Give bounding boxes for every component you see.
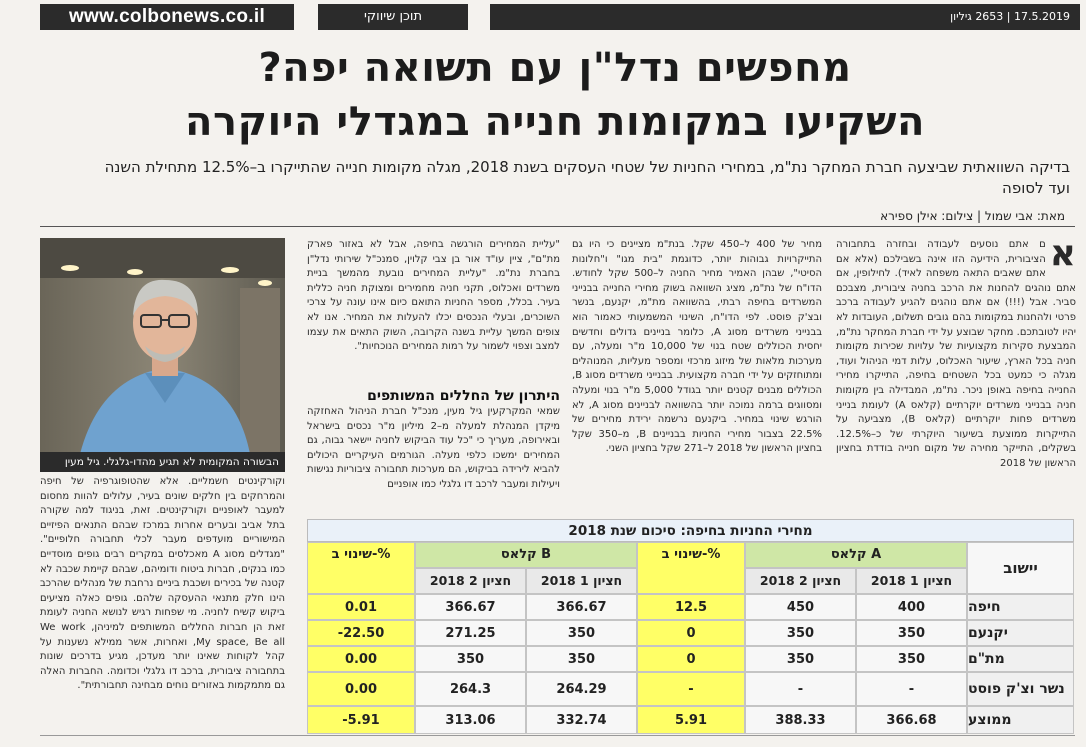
table-cell: 5.91 — [637, 706, 745, 734]
headline-line-2: השקיעו במקומות חנייה במגדלי היוקרה — [185, 99, 925, 145]
table-cell: 313.06 — [415, 706, 526, 734]
table-cell: 264.29 — [526, 672, 637, 706]
table-cell: 0 — [637, 620, 745, 646]
row-city-label: ממוצע — [967, 706, 1074, 734]
section-label: תוכן שיווקי — [318, 4, 468, 30]
table-cell: 366.67 — [526, 594, 637, 620]
table-cell: 350 — [526, 646, 637, 672]
table-cell: 12.5 — [637, 594, 745, 620]
table-cell: 350 — [415, 646, 526, 672]
table-cell: 0.01 — [307, 594, 415, 620]
article-column-2: מחיר של 400 ל–450 שקל. בנת"מ מציינים כי היו גם התייקרויות גבוהות יותר, כדוגמת "בית מגו" ו"חלונות הסיטי", שבהן האמיר מחיר החניה ל–500 שקל לחודש. הדו"ח של נת"מ, מציג השוואה בשוק מחירי החנייה בבנייני המשרדים בחיפה רבתי, בהשוואה מת"מ, יקנעם, בנשר ובצ'ק פוסט. לפי הדו"ח, השינוי המשמעותי כאמור הוא בבנייני משרדים מסוג A, כלומר בניינים גדולים וחדשים יחסית הכוללים שטח בנוי של 10,000 מ"ר ומעלה, עם מערכות מלאות של מיזוג מרכזי ומספר מעליות, המנוהלים ומתוחזקים על ידי חברה מקצועית. בבנייני משרדים מסוג B, הכוללים מבנים קטנים יותר בגודל 5,000 מ"ר בנוי ומעלה ומסווגים ברמה נמוכה יותר בהשוואה לבניינים מסוג A, לא הורגש שינוי במחיר. ביקנעם נרשמה ירידת מחירים של 22.5% בצבור מחירי החניות בבניינים B, מ–350 שקל בחציון הראשון של 2018 ל–271 שקל בחציון השני. — [572, 239, 822, 455]
table-cell: 264.3 — [415, 672, 526, 706]
row-city-label: נשר וצ'ק פוסט — [967, 672, 1074, 706]
table-cell: 0.00 — [307, 672, 415, 706]
row-city-label: יקנעם — [967, 620, 1074, 646]
lead-paragraph: בדיקה השוואתית שביצעה חברת המחקר נת"מ, במחירי החניות של שטחי העסקים בשנת 2018, מגלה מקומות חנייה שהתייקרו ב–12.5% מתחילת השנה ועד לסופה — [104, 158, 1070, 197]
table-cell: -22.50 — [307, 620, 415, 646]
table-cell: 350 — [526, 620, 637, 646]
article-column-3b: שמאי המקרקעין גיל מעין, מנכ"ל חברת הניהול האחזקה מיקדן המנהלת למעלה מ–2 מיליון מ"ר נכסים בישראל ובאירופה, מעריך כי "כל עוד הביקוש לחניה יישאר גבוה, גם המחירים ימשכו כלפי מעלה. הגורמים העיקריים היכולים להביא לירידה בביקוש, הם מערכות תחבורה ציבוריות נגישות ויעילות ומעבר לרכב דו גלגלי כמו אופניים — [307, 406, 560, 490]
table-cell: 366.67 — [415, 594, 526, 620]
table-cell: 400 — [856, 594, 967, 620]
table-cell: - — [856, 672, 967, 706]
table-cell: 350 — [745, 646, 856, 672]
header-a-half-1: חציון 1 2018 — [856, 568, 967, 594]
portrait-photo — [40, 238, 285, 454]
byline: מאת: אבי שמול | צילום: אילן ספירא — [880, 209, 1065, 223]
footer-rule — [40, 735, 1075, 736]
table-cell: - — [745, 672, 856, 706]
row-city-label: מת"ם — [967, 646, 1074, 672]
column-1-text: ם אתם נוסעים לעבודה ובחזרה בתחבורה הציבורית, הידיעה הזו אינה בשבילכם (אלא אם אתם שאבים התאה משפחה לאיד). לחילופין, אם אתם נוהגים להחנות את הרכב בחניה ציבורית, מצבכם סביר. אבל (!!!) אם אתם נוהגים להגיע לעבודה ברכב פרטי ולהחנות במקומות בהם גובים תשלום, העובדות לא יהיו לטובתכם. מחקר שבוצע על ידי חברת המחקר נת"מ, המבצעת סקירות מקצועיות של עלויות שכירות מקומות חניה בכל הארץ, שיעור האכלוס, עלות דמי הניהול ועוד, מגלה כי כמעט בכל השטחים בחיפה, התייקרו מחירי החנייה בחיפה באופן ניכר. נת"מ, המבדילה בין מקומות חניה בבנייני משרדים יוקרתיים (קלאס A) לעומת בנייני משרדים פחות יוקרתיים (קלאס B), מצביעה על התייקרות ממוצעת בשיעור היוקרתי של כ–12.5%. בשקלים, התייקר מחירה של מקום חנייה בודדת בחציון הראשון של 2018 — [836, 239, 1076, 469]
issue-info: 17.5.2019 | 2653 גיליון — [490, 4, 1080, 30]
table-cell: - — [637, 672, 745, 706]
header-class-a: קלאס A — [745, 542, 967, 568]
table-title: מחירי החניות בחיפה: סיכום שנת 2018 — [307, 519, 1074, 542]
header-change-a: שינוי ב-% — [637, 542, 745, 594]
table-cell: 332.74 — [526, 706, 637, 734]
table-cell: 366.68 — [856, 706, 967, 734]
table-cell: 350 — [856, 646, 967, 672]
article-column-1 — [836, 238, 1076, 508]
top-bar — [40, 4, 1080, 30]
header-class-b: קלאס B — [415, 542, 637, 568]
site-url[interactable]: www.colbonews.co.il — [40, 4, 294, 30]
divider — [40, 226, 1075, 227]
table-cell: 350 — [745, 620, 856, 646]
table-cell: -5.91 — [307, 706, 415, 734]
header-a-half-2: חציון 2 2018 — [745, 568, 856, 594]
header-city: יישוב — [967, 542, 1074, 594]
row-city-label: חיפה — [967, 594, 1074, 620]
table-cell: 271.25 — [415, 620, 526, 646]
table-cell: 450 — [745, 594, 856, 620]
parking-price-table — [307, 519, 1074, 726]
article-column-4: וקורקינטים חשמליים. אלא שהטופוגרפיה של חיפה והמרחקים בין חלקים שונים בעיר, עלולים להוות מחסום למעבר לאופניים וקורקינטים. זאת, בניגוד למה שקורה בתל אביב ובערים אחרות במרכז שבהם התנאים הפיזיים המישוריים מועדפים מעבר לכלי תחבורה חלופיים". "מגדלים מסוג A מאכלסים במקרים רבים גופים מוסדיים כמו בנקים, חברות ביטוח ודומיהם, שבהם קיימת שכבה לא קטנה של בכירים ושכבת ביניים נרחבת של מנהלים שהרכב הינו חלק מתנאי ההעסקה שלהם. גופים כאלה מציעים ביקוש קשיח לחניה. מי שפחות רגיש לנושא החניה לעומת זאת הן חברות החללים המשותפים למיניהן, We work ,My space, Be all ואחרות, אשר ממילא נשענות על קהל לקוחות שאינו יותר מעדכן, מגיע בדרכים שונות בתחבורה ציבורית, ברכב דו גלגלי וכדומה. החברות האלה גם מתמקמות באזורים נוחים מבחינה תחבורתית". — [40, 476, 285, 692]
header-b-half-2: חציון 2 2018 — [415, 568, 526, 594]
table-cell: 0.00 — [307, 646, 415, 672]
table-cell: 0 — [637, 646, 745, 672]
drop-cap: א — [1049, 238, 1076, 274]
table-cell: 350 — [856, 620, 967, 646]
article-column-3: "עליית המחירים הורגשה בחיפה, אבל לא באזור פארק מת"ם", ציין עו"ד אור בן צבי קלוין, סמנכ"ל שירותי נדל"ן בחברת נת"מ. "עליית המחירים נובעת מהמשך בניית משרדים ואכלוס, תקני חניה מחמירים ומצוקת חניה כללית בעיר. בכלל, מספר החניות התואם כיום אינו עונה על צרכי השוכרים, ובעלי הנכסים יכלו להעלות את המחיר. אנו לא צופים המשך עליית בשנה הקרובה, השוק התאים את עצמו למצב וצפוי לשמור על רמות המחירים הנוכחיות". — [307, 239, 560, 353]
header-change-b: שינוי ב-% — [307, 542, 415, 594]
headline-line-1: מחפשים נדל"ן עם תשואה יפה? — [258, 45, 852, 91]
header-b-half-1: חציון 1 2018 — [526, 568, 637, 594]
photo-caption: הבשורה המקומית לא תגיע מהדו-גלגלי. גיל מעין — [40, 452, 285, 472]
subheading: היתרון של החללים המשותפים — [367, 388, 560, 404]
table-cell: 388.33 — [745, 706, 856, 734]
